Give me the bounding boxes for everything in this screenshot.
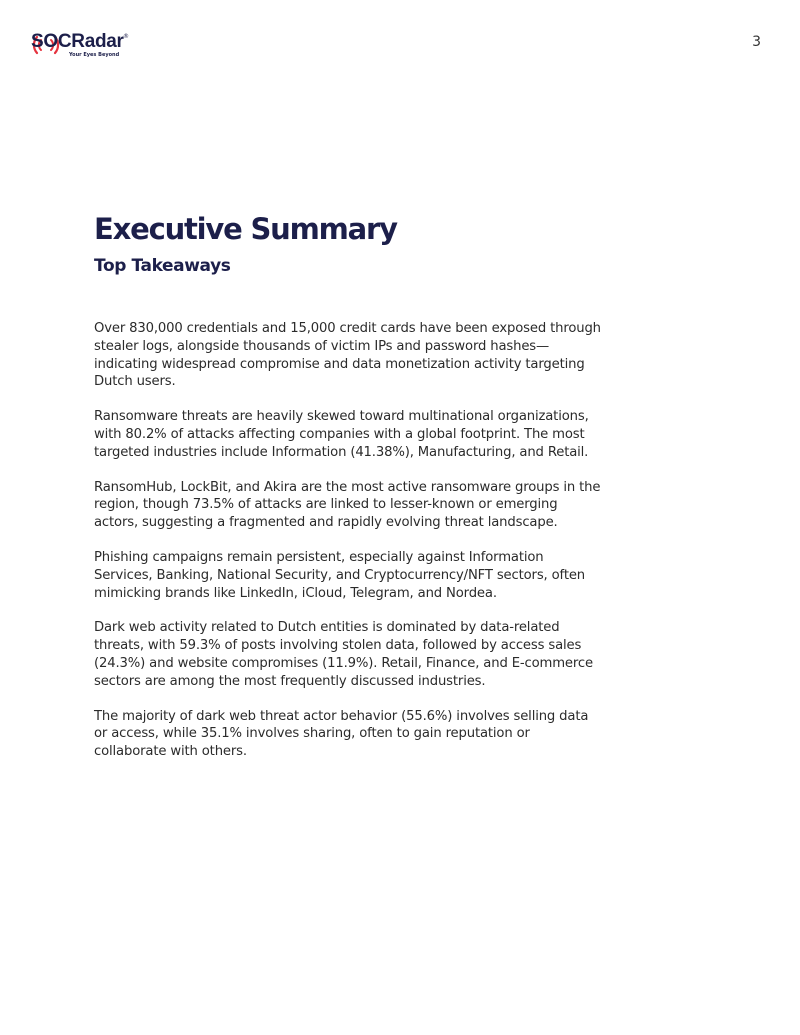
takeaway-paragraph: Dark web activity related to Dutch entities is dominated by data-related threats, with 59.3% of posts involving stolen data, followed by access sales (24.3%) and website compromises (11.9%). Retail, Finance, and E-commerce sectors are among the most frequently discussed industries.: [94, 620, 593, 689]
page-number: 3: [752, 34, 761, 50]
logo-tagline: Your Eyes Beyond: [69, 52, 120, 58]
takeaway-paragraph: Ransomware threats are heavily skewed toward multinational organizations, with 80.2% of attacks affecting companies with a global footprint. The most targeted industries include Information (41.38%), Manufacturing, and Retail.: [94, 409, 589, 460]
registered-mark: ®: [123, 33, 129, 40]
executive-summary-section: [94, 210, 604, 778]
takeaway-paragraph: RansomHub, LockBit, and Akira are the most active ransomware groups in the region, though 73.5% of attacks are linked to lesser-known or emerging actors, suggesting a fragmented and rapidly evolving threat landscape.: [94, 479, 601, 531]
logo-wordmark: SOCRadar: [31, 31, 124, 52]
takeaway-paragraph: Over 830,000 credentials and 15,000 credit cards have been exposed through stealer logs, alongside thousands of victim IPs and password hashes—indicating widespread compromise and data monetization activity targeting Dutch users.: [94, 321, 601, 390]
socradar-logo: [31, 30, 141, 62]
takeaway-paragraph: The majority of dark web threat actor behavior (55.6%) involves selling data or access, while 35.1% involves sharing, often to gain reputation or collaborate with others.: [94, 708, 589, 760]
takeaways-list: [94, 320, 604, 761]
page-title: Executive Summary: [94, 212, 397, 246]
section-subtitle: Top Takeaways: [94, 256, 231, 276]
takeaway-paragraph: Phishing campaigns remain persistent, especially against Information Services, Banking, National Security, and Cryptocurrency/NFT sectors, often mimicking brands like LinkedIn, iCloud, Telegram, and Nordea.: [94, 549, 586, 601]
